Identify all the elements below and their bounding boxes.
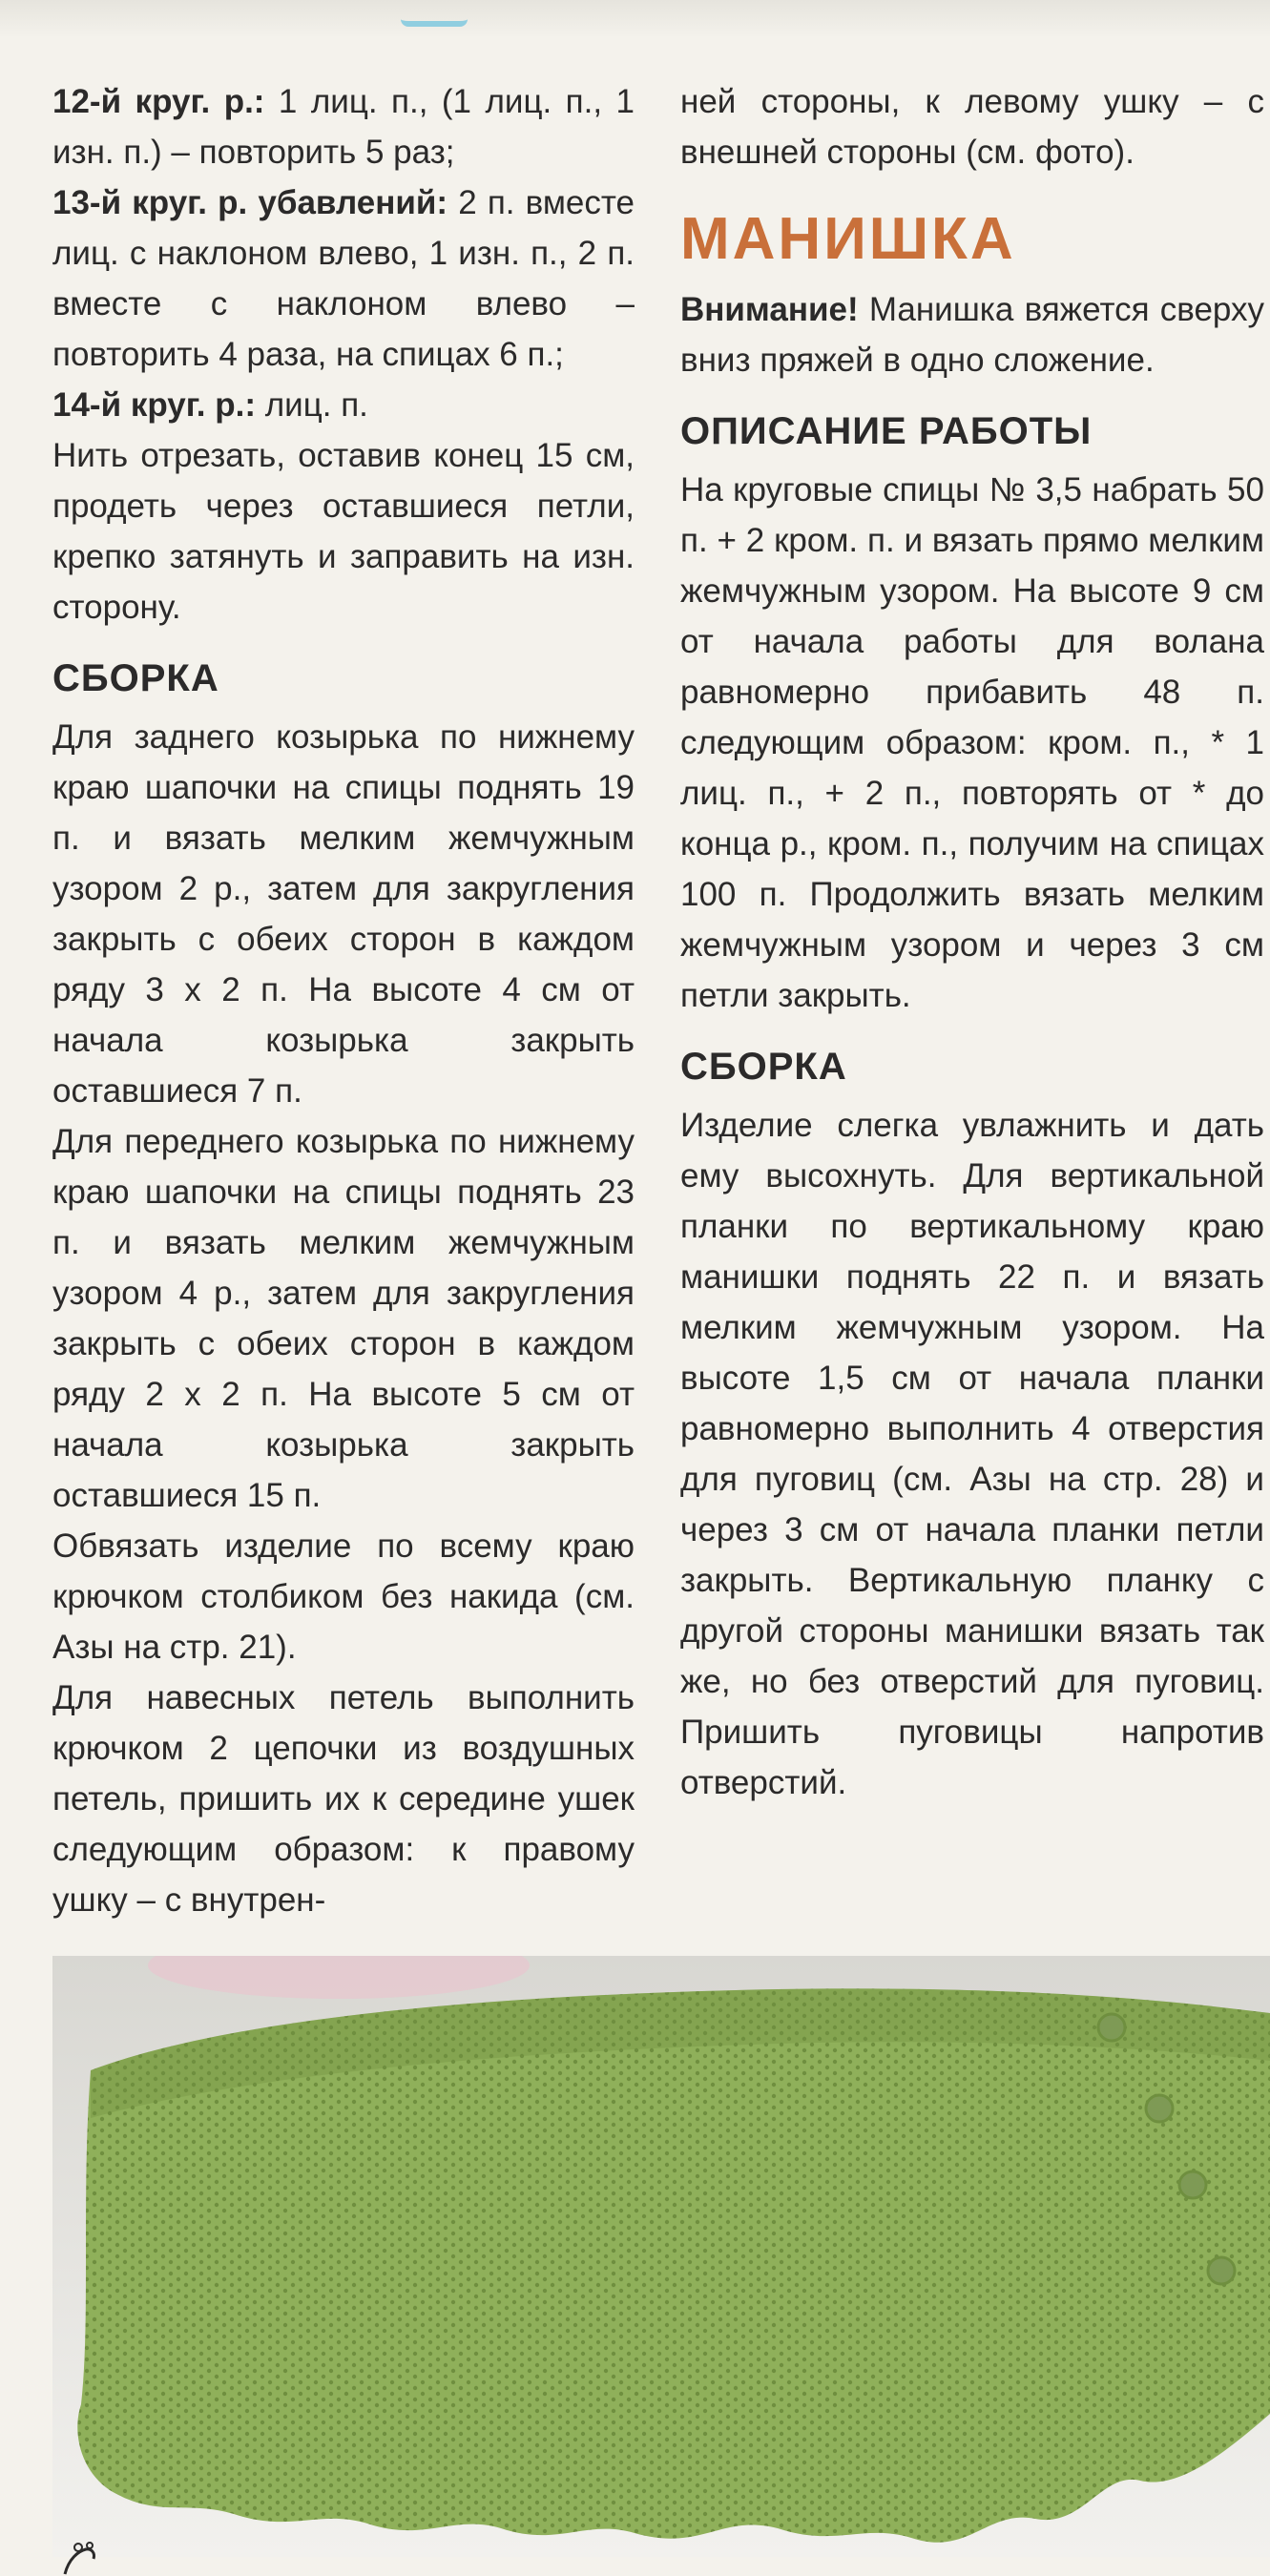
row-13-instruction bbox=[52, 177, 635, 380]
section-title-manishka: МАНИШКА bbox=[680, 206, 1016, 272]
finish-paragraph: Нить отрезать, оставив конец 15 см, продеть через оставшиеся петли, крепко затянуть и заправить на изн. сторону. bbox=[52, 437, 635, 626]
row-13-label: 13-й круг. р. убавлений: bbox=[52, 184, 448, 221]
description-heading: ОПИСАНИЕ РАБОТЫ bbox=[680, 410, 1093, 452]
row-14-text: лиц. п. bbox=[256, 386, 368, 424]
button-2 bbox=[1146, 2095, 1173, 2122]
row-14-instruction bbox=[52, 380, 635, 430]
assembly-heading-right: СБОРКА bbox=[680, 1046, 847, 1088]
row-13-text: 2 п. вместе лиц. с наклоном влево, 1 изн. п., 2 п. вместе с наклоном влево – повторить 4 раза, на спицах 6 п.; bbox=[52, 184, 635, 373]
button-3 bbox=[1179, 2171, 1206, 2198]
row-12-text: 1 лиц. п., (1 лиц. п., 1 изн. п.) – повторить 5 раз; bbox=[52, 83, 635, 171]
row-14-label: 14-й круг. р.: bbox=[52, 386, 257, 424]
assembly-back-visor: Для заднего козырька по нижнему краю шапочки на спицы поднять 19 п. и вязать мелким жемчужным узором 2 р., затем для закругления закрыть с обеих сторон в каждом ряду 3 х 2 п. На высоте 4 см от начала козырька закрыть оставшиеся 7 п. bbox=[52, 718, 635, 1110]
continuation-paragraph: ней стороны, к левому ушку – с внешней стороны (см. фото). bbox=[680, 83, 1264, 171]
button-1 bbox=[1098, 2014, 1125, 2041]
attention-paragraph bbox=[680, 284, 1264, 385]
assembly-edging: Обвязать изделие по всему краю крючком столбиком без накида (см. Азы на стр. 21). bbox=[52, 1527, 635, 1666]
product-photo bbox=[52, 1956, 1270, 2557]
assembly-heading-left: СБОРКА bbox=[52, 657, 219, 699]
left-column bbox=[52, 76, 635, 1925]
attention-text: Манишка вяжется сверху вниз пряжей в одно сложение. bbox=[680, 291, 1264, 379]
assembly-front-visor: Для переднего козырька по нижнему краю шапочки на спицы поднять 23 п. и вязать мелким жемчужным узором 4 р., затем для закругления закрыть с обеих сторон в каждом ряду 2 х 2 п. На высоте 5 см от начала козырька закрыть оставшиеся 15 п. bbox=[52, 1123, 635, 1514]
attention-label: Внимание! bbox=[680, 291, 859, 328]
assembly-loops: Для навесных петель выполнить крючком 2 цепочки из воздушных петель, пришить их к середине ушек следующим образом: к правому ушку – с внутрен- bbox=[52, 1679, 635, 1919]
magazine-logo-icon bbox=[57, 2540, 115, 2576]
assembly-paragraph-right: Изделие слегка увлажнить и дать ему высохнуть. Для вертикальной планки по вертикальному краю манишки поднять 22 п. и вязать мелким жемчужным узором. На высоте 1,5 см от начала планки равномерно выполнить 4 отверстия для пуговиц (см. Азы на стр. 28) и через 3 см от начала планки петли закрыть. Вертикальную планку с другой стороны манишки вязать так же, но без отверстий для пуговиц. Пришить пуговицы напротив отверстий. bbox=[680, 1107, 1264, 1801]
knitted-dickey-illustration bbox=[52, 1956, 1270, 2557]
row-12-instruction bbox=[52, 76, 635, 177]
decorative-top-mark bbox=[401, 0, 468, 27]
page-top-edge bbox=[0, 0, 1270, 38]
row-12-label: 12-й круг. р.: bbox=[52, 83, 265, 120]
description-paragraph: На круговые спицы № 3,5 набрать 50 п. + 2 кром. п. и вязать прямо мелким жемчужным узором. На высоте 9 см от начала работы для волана равномерно прибавить 48 п. следующим образом: кром. п., * 1 лиц. п., + 2 п., повторять от * до конца р., кром. п., получим на спицах 100 п. Продолжить вязать мелким жемчужным узором и через 3 см петли закрыть. bbox=[680, 471, 1264, 1014]
right-column bbox=[680, 76, 1264, 1808]
button-4 bbox=[1208, 2257, 1235, 2284]
